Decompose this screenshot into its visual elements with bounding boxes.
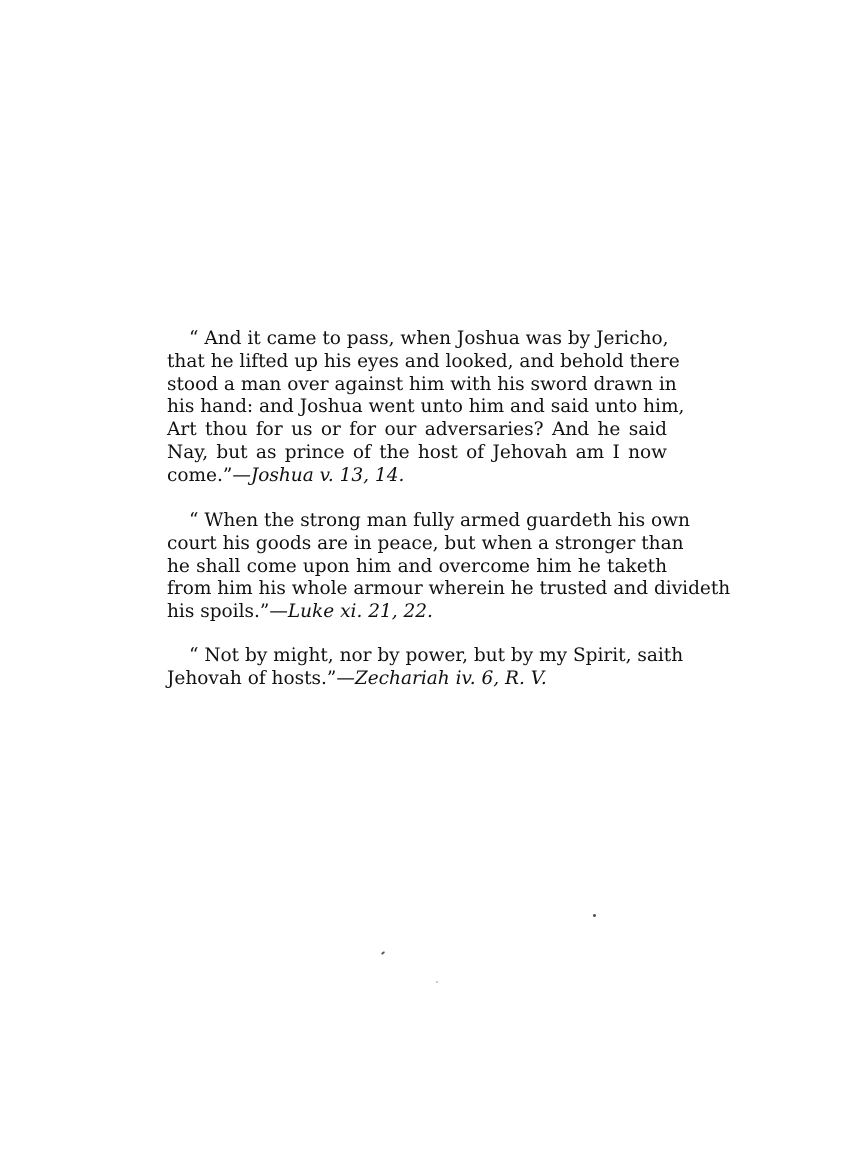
quote-line: “ And it came to pass, when Joshua was by Jericho, bbox=[189, 328, 669, 349]
citation: Luke xi. 21, 22. bbox=[287, 601, 433, 623]
paper-speck bbox=[593, 914, 596, 917]
quote-line: his hand: and Joshua went unto him and said unto him, bbox=[167, 396, 685, 418]
quote-closing-text: his spoils.”— bbox=[167, 601, 288, 623]
quote-line: that he lifted up his eyes and looked, and behold there bbox=[167, 350, 680, 372]
scripture-quote-luke bbox=[167, 510, 731, 624]
quote-line: stood a man over against him with his sword drawn in bbox=[167, 373, 677, 395]
quote-closing-line bbox=[167, 601, 667, 624]
quote-line: “ Not by might, nor by power, but by my Spirit, saith bbox=[189, 645, 684, 666]
quote-line: court his goods are in peace, but when a stronger than bbox=[167, 532, 684, 554]
paper-speck bbox=[436, 981, 438, 983]
quote-line: “ When the strong man fully armed guardeth his own bbox=[189, 510, 690, 531]
quote-closing-line bbox=[167, 465, 667, 488]
quote-closing-line bbox=[167, 668, 667, 691]
quote-closing-text: Jehovah of hosts.”— bbox=[167, 667, 355, 689]
quote-line: he shall come upon him and overcome him he taketh bbox=[167, 555, 667, 577]
citation: Zechariah iv. 6, R. V. bbox=[354, 667, 547, 689]
quote-closing-text: come.”— bbox=[167, 464, 251, 486]
scripture-quote-joshua bbox=[167, 328, 685, 488]
quote-line: Art thou for us or for our adversaries? And he said bbox=[167, 419, 667, 441]
scripture-quote-zechariah bbox=[167, 645, 684, 691]
citation: Joshua v. 13, 14. bbox=[250, 464, 405, 486]
paper-speck bbox=[381, 951, 385, 955]
quote-line: from him his whole armour wherein he trusted and divideth bbox=[167, 578, 731, 600]
quote-line: Nay, but as prince of the host of Jehovah am I now bbox=[167, 441, 667, 463]
